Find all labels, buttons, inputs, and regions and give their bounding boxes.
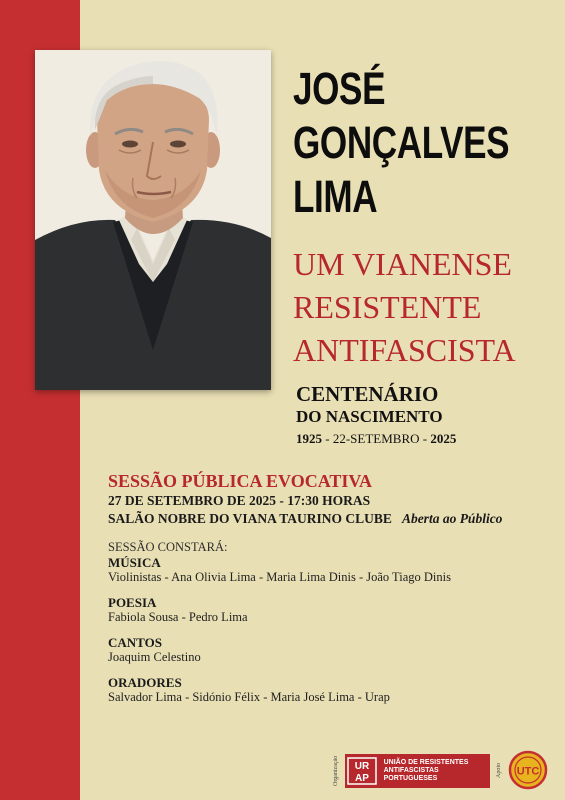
urap-logo bbox=[345, 754, 490, 788]
program-section-speakers bbox=[108, 675, 558, 705]
session-open-note: Aberta ao Público bbox=[401, 511, 503, 526]
centenary-dates bbox=[296, 430, 546, 448]
centenary-title: CENTENÁRIO bbox=[296, 382, 439, 406]
section-heading: CANTOS bbox=[108, 635, 162, 650]
subtitle-line-1: UM VIANENSE bbox=[293, 246, 512, 282]
birth-date: 22-SETEMBRO bbox=[332, 431, 420, 446]
section-text: Salvador Lima - Sidónio Félix - Maria José Lima - Urap bbox=[108, 690, 390, 704]
honoree-name bbox=[293, 62, 510, 224]
session-datetime: 27 DE SETEMBRO DE 2025 - 17:30 HORAS bbox=[108, 493, 371, 508]
centenary-subtitle: DO NASCIMENTO bbox=[296, 407, 443, 426]
section-heading: POESIA bbox=[108, 595, 157, 610]
urap-name bbox=[384, 759, 490, 783]
name-line-middle: GONÇALVES bbox=[293, 117, 510, 168]
program bbox=[108, 540, 558, 715]
name-line-last: LIMA bbox=[293, 171, 378, 222]
centenary-block bbox=[296, 382, 546, 448]
svg-text:AP: AP bbox=[355, 773, 370, 784]
section-text: Violinistas - Ana Olivia Lima - Maria Lima Dinis - João Tiago Dinis bbox=[108, 570, 451, 584]
name-line-first: JOSÉ bbox=[293, 63, 386, 114]
svg-text:UR: UR bbox=[355, 761, 370, 772]
session-venue: SALÃO NOBRE DO VIANA TAURINO CLUBE bbox=[108, 511, 392, 526]
session-venue-line bbox=[108, 510, 558, 528]
portrait-photo bbox=[35, 50, 271, 390]
program-section-poetry bbox=[108, 595, 558, 625]
program-intro: SESSÃO CONSTARÁ: bbox=[108, 540, 228, 554]
date-separator: - bbox=[322, 431, 333, 446]
svg-text:UTC: UTC bbox=[516, 765, 540, 778]
session-info bbox=[108, 470, 558, 528]
date-separator: - bbox=[419, 431, 431, 446]
subtitle-line-2: RESISTENTE bbox=[293, 289, 482, 325]
section-text: Joaquim Celestino bbox=[108, 650, 201, 664]
footer-logos bbox=[333, 750, 555, 792]
section-text: Fabiola Sousa - Pedro Lima bbox=[108, 610, 248, 624]
section-heading: ORADORES bbox=[108, 675, 182, 690]
organization-label: Organização bbox=[333, 755, 339, 787]
urap-name-line-1: UNIÃO DE RESISTENTES bbox=[383, 759, 469, 766]
subtitle bbox=[293, 243, 555, 372]
urap-name-line-2: ANTIFASCISTAS PORTUGUESES bbox=[383, 767, 439, 782]
birth-year: 1925 bbox=[296, 431, 322, 446]
utc-logo-icon bbox=[508, 750, 548, 790]
program-section-music bbox=[108, 555, 558, 585]
program-section-songs bbox=[108, 635, 558, 665]
section-heading: MÚSICA bbox=[108, 555, 161, 570]
urap-mark-icon bbox=[345, 754, 380, 788]
support-label: Apoio bbox=[496, 763, 502, 779]
subtitle-line-3: ANTIFASCISTA bbox=[293, 332, 516, 368]
centenary-year: 2025 bbox=[430, 431, 457, 446]
session-title: SESSÃO PÚBLICA EVOCATIVA bbox=[108, 471, 373, 491]
